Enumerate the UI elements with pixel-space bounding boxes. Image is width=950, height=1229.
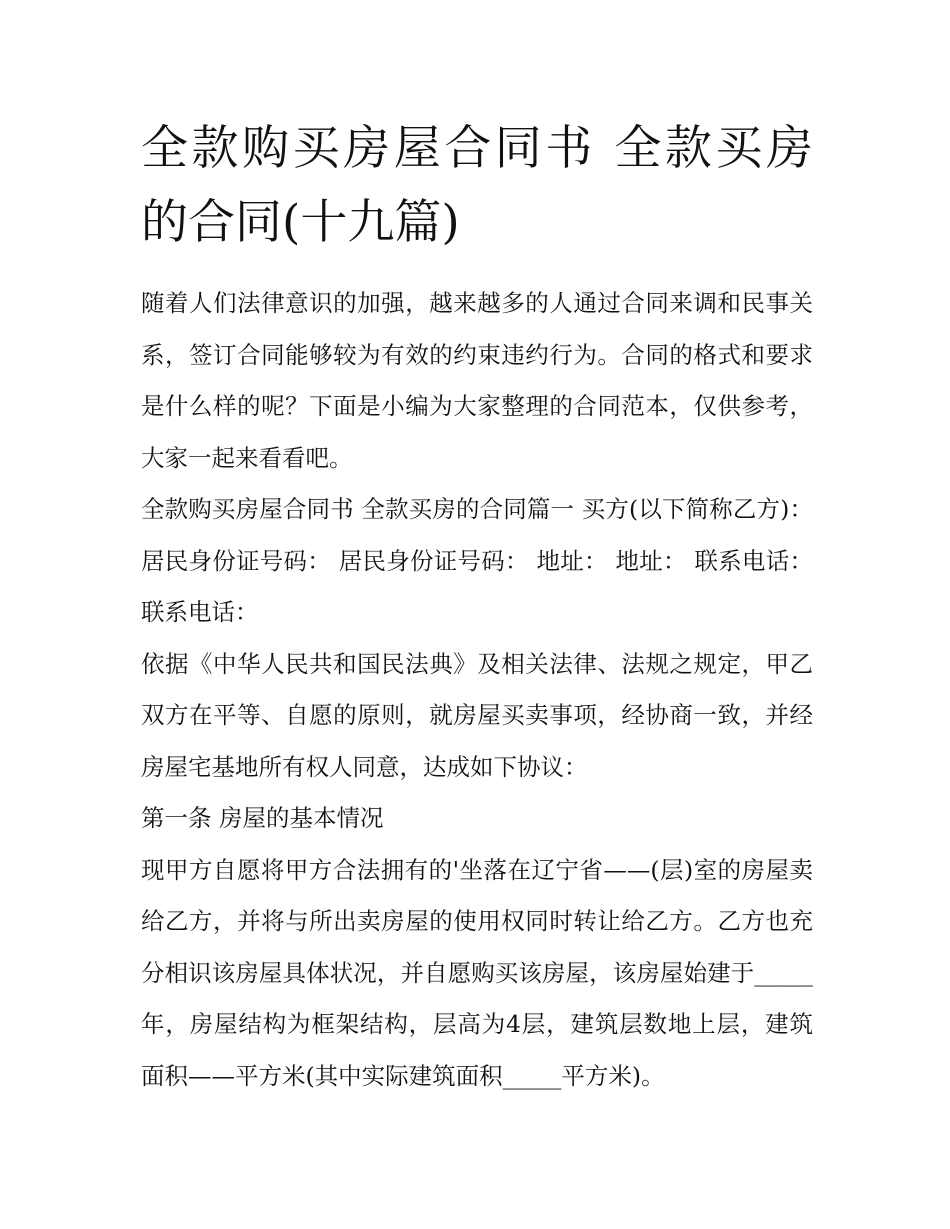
document-body	[141, 278, 813, 1102]
document-title: 全款购买房屋合同书 全款买房的合同(十九篇)	[141, 121, 813, 250]
paragraph-house-details: 现甲方自愿将甲方合法拥有的'坐落在辽宁省——(层)室的房屋卖给乙方，并将与所出卖房屋的使用权同时转让给乙方。乙方也充分相识该房屋具体状况，并自愿购买该房屋，该房屋始建于_____年，房屋结构为框架结构，层高为4层，建筑层数地上层，建筑面积——平方米(其中实际建筑面积_____平方米)。	[141, 855, 813, 1090]
paragraph-intro: 随着人们法律意识的加强，越来越多的人通过合同来调和民事关系，签订合同能够较为有效的约束违约行为。合同的格式和要求是什么样的呢？下面是小编为大家整理的合同范本，仅供参考，大家一起来看看吧。	[141, 289, 813, 472]
section-heading-article-1: 第一条 房屋的基本情况	[141, 804, 384, 832]
paragraph-parties: 全款购买房屋合同书 全款买房的合同篇一 买方(以下简称乙方)： 居民身份证号码： 居民身份证号码： 地址： 地址： 联系电话： 联系电话：	[141, 495, 813, 626]
document-page	[141, 112, 813, 1102]
paragraph-legal-basis: 依据《中华人民共和国民法典》及相关法律、法规之规定，甲乙双方在平等、自愿的原则，就房屋买卖事项，经协商一致，并经房屋宅基地所有权人同意，达成如下协议：	[141, 649, 813, 781]
